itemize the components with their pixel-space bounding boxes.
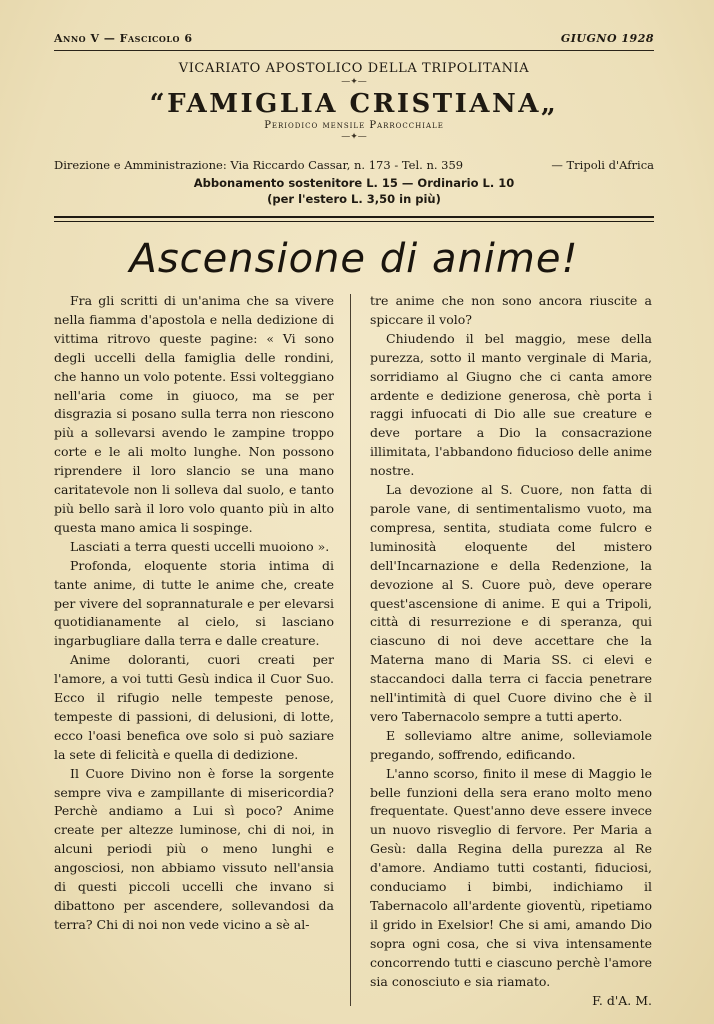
ornament-divider: —✦— [341,77,367,87]
vicariato-line: VICARIATO APOSTOLICO DELLA TRIPOLITANIA [178,61,530,76]
signature: F. d'A. M. [592,992,652,1008]
paragraph: tre anime che non sono ancora riuscite a spiccare il volo? [370,293,652,327]
paragraph: Il Cuore Divino non è forse la sorgente sempre viva e zampillante di misericordia? Perchè andiamo a Lui sì poco? Anime create per altezze luminose, chi di noi, in alcuni periodi più o meno lunghi e angosciosi, non abbiamo vissuto nell'ansia di questi piccoli uccelli che invano si dibattono per ascendere, sollevandosi da terra? Chi di noi non vede vicino a sè al- [54,765,334,932]
left-column [54,292,334,935]
issue-number: Anno V — Fascicolo 6 [54,31,193,45]
masthead-subtitle: Periodico mensile Parrocchiale [264,120,444,131]
ornament-divider-2: —✦— [341,132,367,142]
header-rule-thick [54,216,654,218]
paragraph: Chiudendo il bel maggio, mese della purezza, sotto il manto verginale di Maria, sorridiamo al Giugno che ci canta amore ardente e dedizione generosa, chè porta i raggi infuocati di Dio alle sue creature e deve portare a Dio la consacrazione illimitata, l'abbandono fiducioso delle anime nostre. [370,330,652,479]
address-right: — Tripoli d'Africa [551,158,654,172]
header-rule-thin [54,221,654,222]
subscription-prices: Abbonamento sostenitore L. 15 — Ordinario L. 10 [193,176,515,190]
paragraph: Lasciati a terra questi uccelli muoiono ». [70,538,330,554]
paragraph: Anime doloranti, cuori creati per l'amore, a voi tutti Gesù indica il Cuor Suo. Ecco il rifugio nelle tempeste penose, tempeste di passioni, di delusioni, di lotte, ecco l'oasi benefica ove solo si può saziare la sete di felicità e quella di dedizione. [54,652,334,762]
top-rule [54,50,654,51]
masthead-title: “FAMIGLIA CRISTIANA„ [149,89,559,119]
top-line [54,30,654,46]
issue-date: GIUGNO 1928 [560,31,654,45]
subscription-block [54,175,654,207]
paragraph: La devozione al S. Cuore, non fatta di parole vane, di sentimentalismo vuoto, ma compresa, sentita, studiata come fulcro e luminosità eloquente del mistero dell'Incarnazione e della Redenzione, la devozione al S. Cuore può, deve operare quest'ascensione di anime. E qui a Tripoli, città di resurrezione e di speranza, qui ciascuno di noi deve accettare che la Materna mano di Maria SS. ci elevi e staccandoci dalla terra ci faccia penetrare nell'intimità di quel Cuore divino che è il vero Tabernacolo sempre a tutti aperto. [370,482,652,724]
right-column [370,292,652,1010]
subscription-abroad: (per l'estero L. 3,50 in più) [267,192,441,206]
paragraph: E solleviamo altre anime, solleviamole pregando, soffrendo, edificando. [370,727,652,762]
article-title: Ascensione di anime! [129,236,579,282]
masthead [54,60,654,142]
address-line [54,158,654,172]
paragraph: L'anno scorso, finito il mese di Maggio le belle funzioni della sera erano molto meno frequentate. Quest'anno deve essere invece un nuovo risveglio di fervore. Per Maria a Gesù: dalla Regina della purezza al Re d'amore. Andiamo tutti costanti, fiduciosi, conduciamo i bimbi, indichiamo il Tabernacolo all'ardente gioventù, ripetiamo il grido in Exelsior! Che si ami, amando Dio sopra ogni cosa, che si viva intensamente concorrendo tutti e ciascuno perchè l'amore sia conosciuto e sia riamato. [370,765,652,989]
address-left: Direzione e Amministrazione: Via Riccardo Cassar, n. 173 - Tel. n. 359 [54,158,464,172]
paragraph: Profonda, eloquente storia intima di tante anime, di tutte le anime che, create per vivere del soprannaturale e per elevarsi quotidianamente al cielo, si lasciano ingarbugliare dalla terra e dalle creature. [54,557,334,649]
column-divider [350,294,351,1006]
paragraph: Fra gli scritti di un'anima che sa vivere nella fiamma d'apostola e nella dedizione di vittima ritrovo queste pagine: « Vi sono degli uccelli della famiglia delle rondini, che hanno un volo potente. Essi volteggiano nell'aria come in giuoco, ma se per disgrazia si posano sulla terra non riescono più a sollevarsi avendo le zampine troppo corte e le ali molto lunghe. Non possono riprendere il loro slancio se una mano caritatevole non li solleva dal suolo, e tanto più bello sarà il loro volo quanto più in alto questa mano amica li sospinge. [54,293,335,535]
